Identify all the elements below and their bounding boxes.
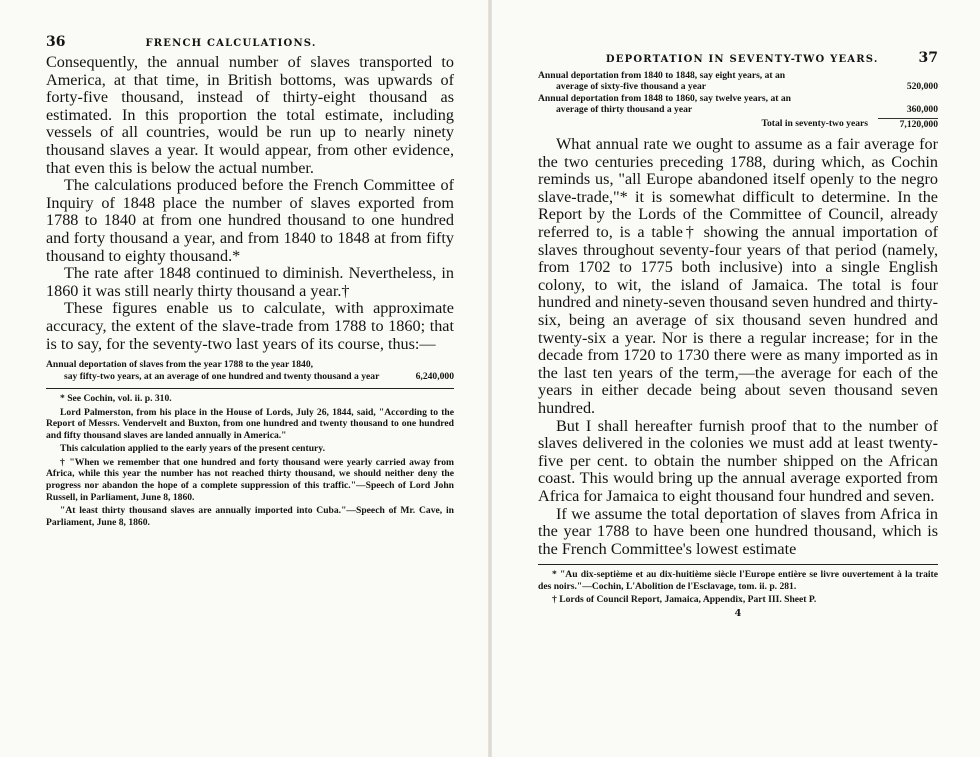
table-total-value: 7,120,000 — [878, 118, 938, 130]
footnote-divider — [538, 564, 938, 565]
right-paragraph-3: If we assume the total deportation of slaves from Africa in the year 1788 to have been one hundred thousand, which is the French Committee's lowest estimate — [538, 504, 938, 558]
left-page-number: 36 — [46, 34, 66, 50]
left-paragraph-4: These figures enable us to calculate, with approximate accuracy, the extent of the slave-trade from 1788 to 1860; that is to say, for the seventy-two last years of its course, thus:— — [46, 299, 454, 353]
right-page-number: 37 — [918, 50, 938, 66]
right-running-head: DEPORTATION IN SEVENTY-TWO YEARS. — [605, 54, 879, 65]
right-deportation-table — [538, 70, 938, 130]
left-running-head: FRENCH CALCULATIONS. — [145, 38, 317, 49]
signature-mark: 4 — [734, 608, 742, 620]
footnote: * "Au dix-septième et au dix-huitième siècle l'Europe entière se livre ouvertement à la traite des noirs."—Cochin, L'Abolition de l'Esclavage, tom. ii. p. 281. — [538, 569, 938, 592]
right-footnotes — [538, 569, 938, 619]
right-paragraph-2: But I shall hereafter furnish proof that to the number of slaves delivered in the colonies we must add at least twenty-five per cent. to obtain the number shipped on the African coast. This would bring up the annual average exported from Africa for Jamaica to eight thousand four hundred and seven. — [538, 416, 938, 505]
table-row-value: 360,000 — [906, 104, 938, 116]
right-page — [490, 0, 980, 757]
right-page-header — [538, 50, 938, 66]
right-body-text — [538, 136, 938, 558]
table-row-value: 6,240,000 — [415, 370, 454, 382]
table-row-sublabel: average of sixty-five thousand a year — [556, 81, 707, 93]
table-total-row — [538, 118, 938, 130]
table-row-sublabel: average of thirty thousand a year — [556, 104, 693, 116]
left-footnotes — [46, 393, 454, 529]
table-row — [538, 93, 938, 116]
footnote-divider — [46, 388, 454, 389]
table-row — [538, 70, 938, 93]
table-row-value: 520,000 — [906, 81, 938, 93]
footnote: † "When we remember that one hundred and forty thousand were yearly carried away from Africa, while this year the number has not reached thirty thousand, we should neither deny the progress nor abandon the hope of a complete suppression of this traffic."—Speech of Lord John Russell, in Parliament, June 8, 1860. — [46, 456, 454, 503]
table-total-label: Total in seventy-two years — [761, 117, 868, 129]
footnote: † Lords of Council Report, Jamaica, Appendix, Part III. Sheet P. — [552, 594, 817, 606]
left-page-header — [46, 34, 454, 50]
left-paragraph-1: Consequently, the annual number of slaves transported to America, at that time, in British bottoms, was upwards of forty-five thousand, instead of thirty-eight thousand as estimated. In this proportion the total estimate, including vessels of all countries, would be run up to nearly ninety thousand slaves a year. It would appear, from other evidence, that even this is below the actual number. — [46, 53, 454, 177]
left-paragraph-2: The calculations produced before the French Committee of Inquiry of 1848 place the number of slaves exported from 1788 to 1840 at from one hundred thousand to one hundred and forty thousand a year, and from 1840 to 1848 at from fifty thousand to eighty thousand.* — [46, 176, 454, 265]
right-paragraph-1: What annual rate we ought to assume as a fair average for the two centuries preceding 1788, during which, as Cochin reminds us, "all Europe abandoned itself openly to the negro slave-trade,"* it is somewhat difficult to determine. In the Report by the Lords of the Committee of Council, already referred to, is a table† showing the annual importation of slaves throughout seventy-four years of that period (namely, from 1702 to 1775 both inclusive) into a single English colony, to wit, the island of Jamaica. The total is four hundred and ninety-seven thousand seven hundred and thirty-six, being an average of six thousand seven hundred and twenty-six a year. Nor is there a regular increase; for in the decade from 1720 to 1730 there were as many imported as in the last ten years of the term,—the average for each of the years in either decade being about seven thousand seven hundred. — [538, 135, 938, 417]
left-deportation-table — [46, 359, 454, 382]
table-row-label: Annual deportation from 1848 to 1860, say twelve years, at an — [538, 92, 791, 104]
footnote: This calculation applied to the early years of the present century. — [60, 443, 325, 455]
table-row-label: Annual deportation of slaves from the year 1788 to the year 1840, — [46, 359, 314, 371]
table-row — [46, 359, 454, 382]
footnote: "At least thirty thousand slaves are annually imported into Cuba."—Speech of Mr. Cave, in Parliament, June 8, 1860. — [46, 505, 454, 528]
left-paragraph-3: The rate after 1848 continued to diminish. Nevertheless, in 1860 it was still nearly thirty thousand a year.† — [46, 264, 454, 300]
footnote: Lord Palmerston, from his place in the House of Lords, July 26, 1844, said, "According to the Report of Messrs. Vendervelt and Buxton, from one hundred and twenty thousand to one hundred and fifty thousand slaves are landed annually in America." — [46, 406, 454, 441]
footnote: * See Cochin, vol. ii. p. 310. — [60, 392, 172, 404]
left-body-text — [46, 54, 454, 353]
table-row-label: Annual deportation from 1840 to 1848, say eight years, at an — [538, 70, 786, 81]
table-row-sublabel: say fifty-two years, at an average of one hundred and twenty thousand a year — [64, 370, 380, 382]
